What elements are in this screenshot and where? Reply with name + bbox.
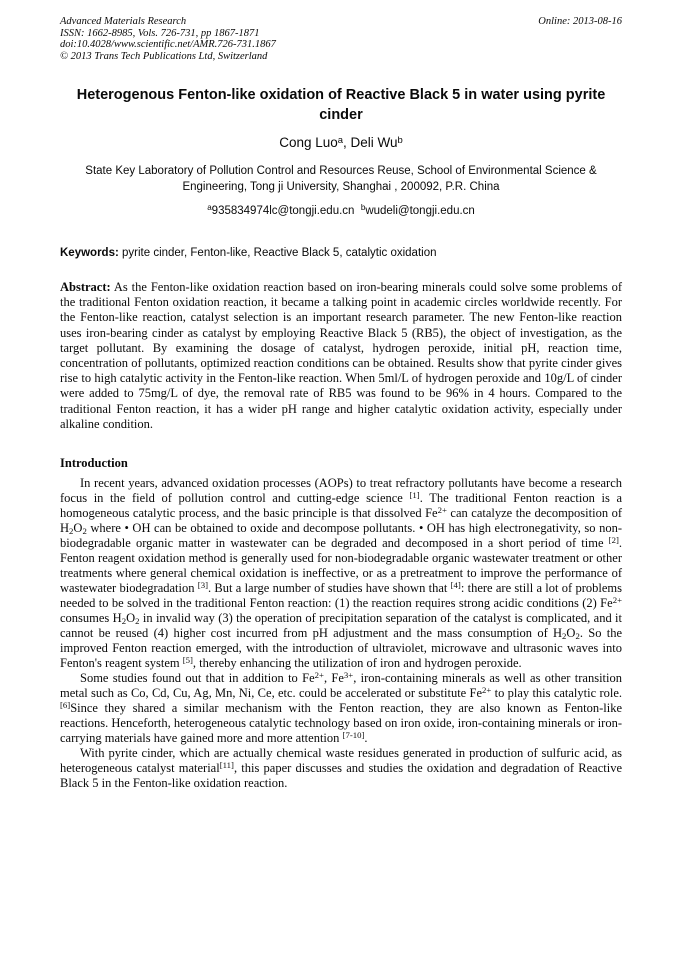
keywords-line <box>60 247 622 259</box>
section-heading-introduction: Introduction <box>60 456 128 471</box>
doi-line: doi:10.4028/www.scientific.net/AMR.726-731.1867 <box>60 39 276 50</box>
authors-line: Cong Luo$^a$, Deli Wu$^b$ <box>279 134 403 150</box>
abstract-text: As the Fenton-like oxidation reaction based on iron-bearing minerals could solve some problems of the traditional Fenton oxidation reaction, it became a talking point in academic circles worldwide recently. For the Fenton-like reaction, catalyst selection is an important research parameter. The new Fenton-like reaction uses iron-bearing cinder as catalyst by employing Reactive Black 5 (RB5), the object of investigation, as the target pollutant. By examining the dosage of catalyst, hydrogen peroxide, initial pH, reaction time, concentration of pollutants, optimized reaction conditions can be obtained. Results show that pyrite cinder gives rise to high catalytic activity in the Fenton-like reaction. When 5ml/L of hydrogen peroxide and 10g/L of cinder were added to 75mg/L of dye, the removal rate of RB5 was found to be 96% in 4 hours. Compared to the traditional Fenton reaction, it has a wider pH range and higher catalytic oxidation activity, especially under alkaline condition. <box>60 280 622 431</box>
intro-paragraph-2: Some studies found out that in addition to $Fe^{2+}$, $Fe^{3+}$, iron-containing minerals as well as other transition metal such as Co, Cd, Cu, Ag, Mn, Ni, Ce, etc. could be accelerated or substitute $Fe^{2+}$ to play this catalytic role. [6]Since they shared a similar mechanism with the Fenton reaction, they are also known as Fenton-like reactions. Henceforth, heterogeneous catalytic technology based on iron oxide, iron-containing minerals or iron-carrying materials have gained more and more attention [7-10]. <box>60 670 622 746</box>
issn-line: ISSN: 1662-8985, Vols. 726-731, pp 1867-1871 <box>60 27 260 39</box>
intro-paragraph-1: In recent years, advanced oxidation processes (AOPs) to treat refractory pollutants have become a research focus in the field of pollution control and cutting-edge science [1]. The traditional Fenton reaction is a homogeneous catalytic process, and the basic principle is that dissolved $Fe^{2+}$ can catalyze the decomposition of $H_2O_2$ where • OH can be obtained to oxide and decompose pollutants. • OH has high electronegativity, so non-biodegradable organic matter in wastewater can be degraded and decomposed in a short period of time [2]. Fenton reagent oxidation method is generally used for non-biodegradable organic wastewater treatment or other treatments where general chemical oxidation is ineffective, or as a pretreatment to improve the performance of wastewater biodegradation [3]. But a large number of studies have shown that [4]: there are still a lot of problems needed to be solved in the traditional Fenton reaction: (1) the reaction requires strong acidic conditions (2) $Fe^{2+}$ consumes $H_2O_2$ in invalid way (3) the operation of precipitation separation of the catalyst is complicated, and it cannot be reused (4) higher cost incurred from pH adjustment and the mass consumption of $H_2O_2$. So the improved Fenton reaction emerged, with the introduction of ultraviolet, microwave and ultrasonic waves into Fenton's reagent system [5], thereby enhancing the utilization of iron and hydrogen peroxide. <box>60 476 623 671</box>
online-date: Online: 2013-08-16 <box>538 16 622 27</box>
copyright-line: © 2013 Trans Tech Publications Ltd, Switzerland <box>60 50 268 62</box>
keywords-label: Keywords: <box>60 247 119 259</box>
abstract-label: Abstract: <box>60 280 111 294</box>
emails-line: $^a$935834974lc@tongji.edu.cn $^b$wudeli@tongji.edu.cn <box>207 203 475 217</box>
abstract-paragraph <box>60 280 622 432</box>
paper-title: Heterogenous Fenton-like oxidation of Reactive Black 5 in water using pyrite cinder <box>76 87 606 123</box>
journal-name: Advanced Materials Research <box>60 16 187 27</box>
affiliation: State Key Laboratory of Pollution Control and Resources Reuse, School of Environmental Science & Engineering, Tong ji University, Shanghai , 200092, P.R. China <box>85 165 597 193</box>
journal-header <box>60 16 622 62</box>
intro-paragraph-3: With pyrite cinder, which are actually chemical waste residues generated in production of sulfuric acid, as heterogeneous catalyst material[11], this paper discusses and studies the oxidation and degradation of Reactive Black 5 in the Fenton-like oxidation reaction. <box>60 746 622 791</box>
keywords-text: pyrite cinder, Fenton-like, Reactive Black 5, catalytic oxidation <box>122 247 437 259</box>
